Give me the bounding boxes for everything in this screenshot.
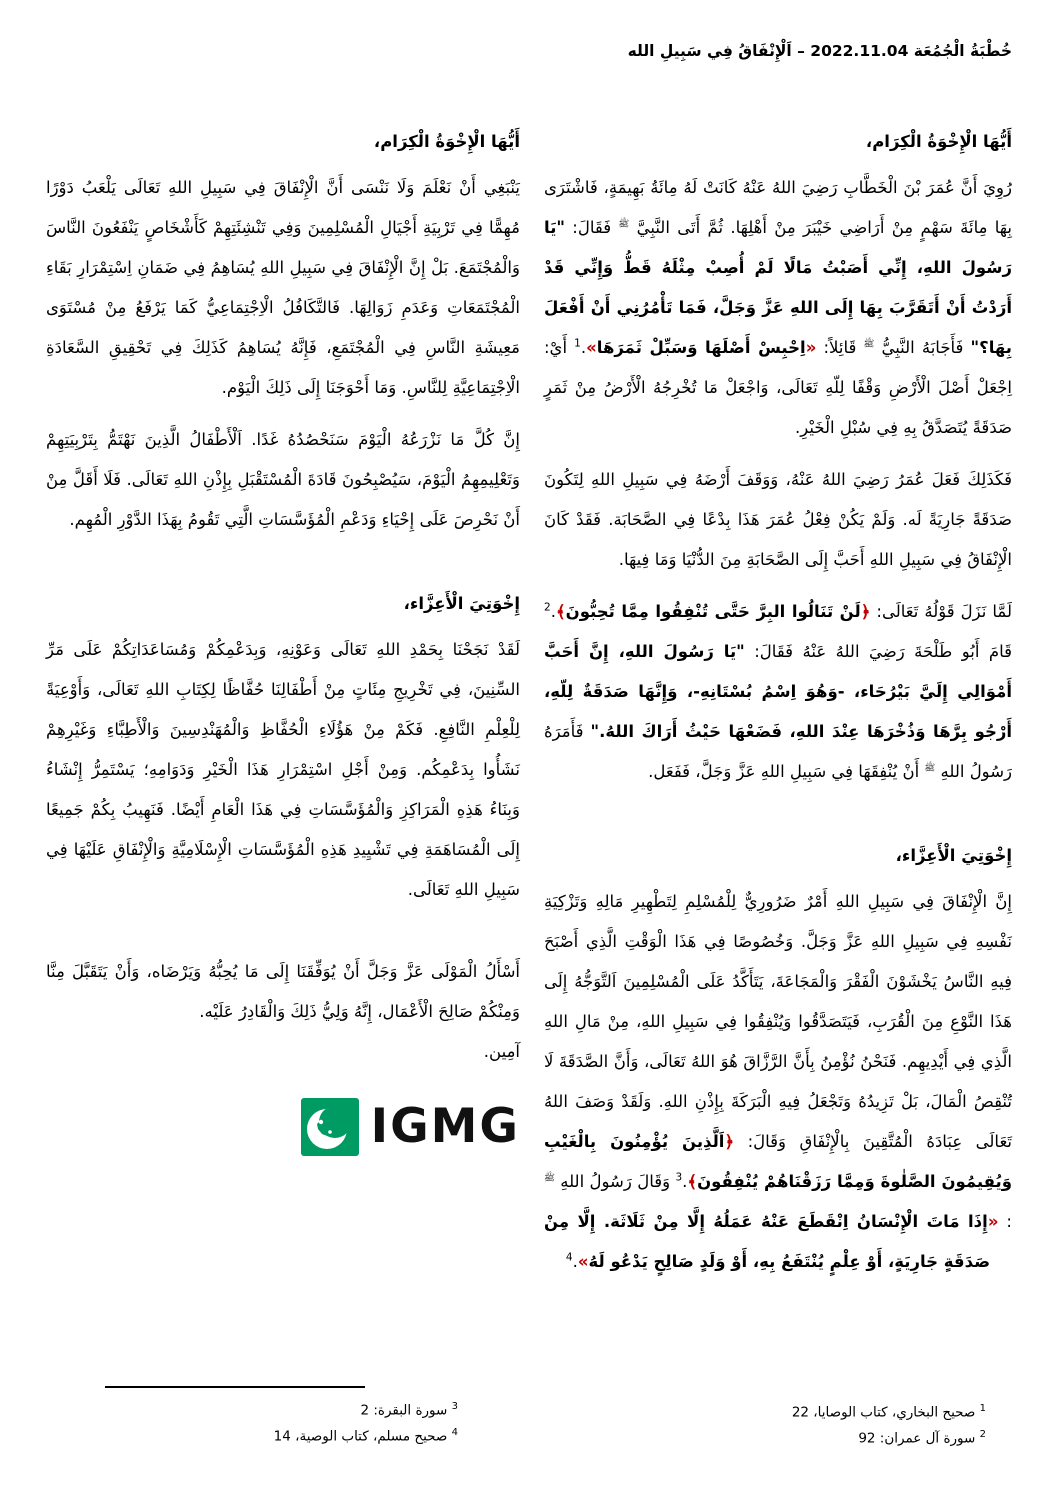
paragraph: [544, 168, 1012, 448]
text-segment: ﷺ: [924, 763, 936, 774]
paragraph: [46, 1032, 520, 1072]
section-heading: [544, 836, 1012, 876]
text-segment: ﴾: [555, 602, 566, 621]
footnote-number: 2: [979, 1428, 986, 1440]
text-segment: 3: [675, 1171, 683, 1184]
section-heading: [544, 122, 1012, 162]
text-segment: لَمَّا نَزَلَ قَوْلُهُ تَعَالَى:: [870, 602, 1012, 621]
text-segment: اِحْبِسْ أَصْلَهَا وَسَبِّلْ ثَمَرَهَا: [596, 338, 806, 357]
text-segment: لَقَدْ نَجَحْنَا بِحَمْدِ اللهِ تَعَالَى وَعَوْنِهِ، وَبِدَعْمِكُمْ وَمُسَاعَدَاتِكُمْ عَلَى مَرِّ السِّنِينَ، فِي تَخْرِيجِ مِئَاتٍ مِنْ أَطْفَالِنَا حُفَّاظًا لِكِتَابِ اللهِ تَعَالَى، وَأَوْعِيَةً لِلْعِلْمِ النَّافِعِ. فَكَمْ مِنْ هَؤُلَاءِ الْحُفَّاظِ وَالْمُهَنْدِسِينَ وَالْأَطِبَّاءِ وَغَيْرِهِمْ نَشَأُوا بِدَعْمِكُم. وَمِنْ أَجْلِ اسْتِمْرَارِ هَذَا الْخَيْرِ وَدَوَامِهِ؛ يَسْتَمِرُّ إِنْشَاءُ وَبِنَاءُ هَذِهِ الْمَرَاكِزِ وَالْمُؤَسَّسَاتِ فِي هَذَا الْعَامِ أَيْضًا. فَنَهِيبُ بِكُمْ جَمِيعًا إِلَى الْمُسَاهَمَةِ فِي تَشْيِيدِ هَذِهِ الْمُؤَسَّسَاتِ الْإِسْلَامِيَّةِ وَالْإِنْفَاقِ عَلَيْهَا فِي سَبِيلِ اللهِ تَعَالَى.: [46, 640, 520, 899]
section-heading: [46, 584, 520, 624]
text-segment: يَنْبَغِي أَنْ نَعْلَمَ وَلَا نَنْسَى أَنَّ الْإِنْفَاقَ فِي سَبِيلِ اللهِ تَعَالَى يَلْعَبُ دَوْرًا مُهِمًّا فِي تَرْبِيَةِ أَجْيَالِ الْمُسْلِمِينَ وَفِي تَنْشِئَتِهِمْ كَأَشْخَاصٍ يَنْفَعُونَ النَّاسَ وَالْمُجْتَمَعَ. بَلْ إِنَّ الْإِنْفَاقَ فِي سَبِيلِ اللهِ يُسَاهِمُ فِي ضَمَانِ اِسْتِمْرَارِ بَقَاءِ الْمُجْتَمَعَاتِ وَعَدَمِ زَوَالِهَا. فَالتَّكَافُلُ الْاِجْتِمَاعِيُّ كَمَا يَرْفَعُ مِنْ مُسْتَوَى مَعِيشَةِ النَّاسِ فِي الْمُجْتَمَعِ، فَإِنَّهُ يُسَاهِمُ كَذَلِكَ فِي تَحْقِيقِ السَّعَادَةِ الْاِجْتِمَاعِيَّةِ لِلنَّاسِ. وَمَا أَحْوَجَنَا إِلَى ذَلِكَ الْيَوْم.: [46, 178, 520, 397]
text-segment: رُوِيَ أَنَّ عُمَرَ بْنَ الْخَطَّابِ رَضِيَ اللهُ عَنْهُ كَانَتْ لَهُ مِائَةُ بَهِيمَةٍ، فَاشْتَرَى بِهَا مِائَةَ سَهْمٍ مِنْ أَرَاضِي خَيْبَرَ مِنْ أَهْلِهَا. ثُمَّ أَتَى النَّبِيَّ: [544, 178, 1012, 237]
igmg-logo: [301, 1098, 520, 1156]
page-header-title: خُطْبَةُ الْجُمُعَة 2022.11.04 – اَلْإِنْفَاقُ فِي سَبِيلِ الله: [627, 42, 1012, 60]
footnotes-right: [544, 1398, 1012, 1449]
text-segment: «: [805, 338, 817, 357]
text-segment: .: [580, 338, 587, 357]
paragraph: [544, 592, 1012, 792]
text-segment: »: [586, 338, 597, 357]
text-segment: .: [550, 602, 556, 621]
text-segment: 2: [544, 601, 551, 614]
text-segment: ﴿: [860, 602, 871, 621]
left-column-text: [46, 122, 520, 1072]
text-segment: إِنَّ كُلَّ مَا نَزْرَعُهُ الْيَوْمَ سَنَحْصُدُهُ غَدًا. اَلْأَطْفَالُ الَّذِينَ نَهْتَمُّ بِتَرْبِيَتِهِمْ وَتَعْلِيمِهِمُ الْيَوْمَ، سَيُصْبِحُونَ قَادَةَ الْمُسْتَقْبَلِ بِإِذْنِ اللهِ تَعَالَى. فَلَا أَقَلَّ مِنْ أَنْ نَحْرِصَ عَلَى إِحْيَاءِ وَدَعْمِ الْمُؤَسَّسَاتِ الَّتِي تَقُومُ بِهَذَا الدَّوْرِ الْمُهِم.: [46, 430, 520, 529]
text-segment: .: [682, 1172, 688, 1191]
text-segment: :: [998, 1212, 1012, 1231]
text-segment: ﷺ: [544, 1173, 555, 1184]
text-segment: إِخْوَتِيَ الْأَعِزَّاء،: [895, 846, 1012, 865]
text-segment: إِذَا مَاتَ الْإِنْسَانُ اِنْقَطَعَ عَنْهُ عَمَلُهُ إِلَّا مِنْ ثَلَاثَة. إِلَّا مِنْ صَدَقَةٍ جَارِيَةٍ، أَوْ عِلْمٍ يُنْتَفَعُ بِهِ، أَوْ وَلَدٍ صَالِحٍ يَدْعُو لَهُ: [544, 1212, 991, 1271]
footnote: $^1$ صحيح البخاري، كتاب الوصايا، 22: [791, 1403, 986, 1421]
footnote: $^4$ صحيح مسلم، كتاب الوصية، 14: [273, 1426, 458, 1444]
text-segment: أَيْ: اِجْعَلْ أَصْلَ الْأَرْضِ وَقْفًا لِلّهِ تَعَالَى، وَاجْعَلْ مَا تُخْرِجُهُ الْأَرْضُ مِنْ ثَمَرٍ صَدَقَةً يُتَصَدَّقُ بِهِ فِي سُبْلِ الْخَيْرِ.: [544, 338, 1012, 437]
section-heading: [46, 122, 520, 162]
text-segment: فَأَجَابَهُ النَّبِيُّ: [874, 338, 971, 357]
left-column: [46, 122, 520, 1156]
footnote-number: 1: [979, 1403, 986, 1414]
paragraph: [544, 882, 1012, 1282]
text-segment: ﷺ: [863, 339, 875, 350]
text-segment: ﷺ: [618, 219, 630, 230]
text-segment: ﴿: [724, 1132, 735, 1151]
footnote-number: 3: [451, 1401, 458, 1412]
text-segment: اَلَّذِينَ يُؤْمِنُونَ بِالْغَيْبِ وَيُقِيمُونَ الصَّلٰوةَ وَمِمَّا رَزَقْنَاهُمْ يُنْفِقُونَ: [544, 1132, 1012, 1191]
footnotes-left-list: [66, 1396, 458, 1447]
text-segment: لَنْ تَنَالُوا البِرَّ حَتَّى تُنْفِقُوا مِمَّا تُحِبُّونَ: [565, 602, 861, 621]
text-segment: أَيُّهَا الْإِخْوَةُ الْكِرَام،: [865, 132, 1012, 151]
text-segment: ﴾: [687, 1172, 698, 1191]
text-segment: فَكَذَلِكَ فَعَلَ عُمَرُ رَضِيَ اللهُ عَنْهُ، وَوَقَفَ أَرْضَهُ فِي سَبِيلِ اللهِ لِتَكُونَ صَدَقَةً جَارِيَةً لَه. وَلَمْ يَكُنْ فِعْلُ عُمَرَ هَذَا بِدْعًا فِي الصَّحَابَة. فَقَدْ كَانَ الْإِنْفَاقُ فِي سَبِيلِ اللهِ أَحَبَّ إِلَى الصَّحَابَةِ مِنَ الدُّنْيَا وَمَا فِيهَا.: [544, 470, 1012, 569]
text-segment: »: [577, 1252, 589, 1271]
text-segment: قَامَ أَبُو طَلْحَةَ رَضِيَ اللهُ عَنْهُ فَقَالَ:: [744, 642, 1012, 661]
footnote: $^2$ سورة آل عمران: 92: [858, 1428, 986, 1446]
paragraph: [46, 168, 520, 408]
text-segment: 1: [574, 337, 581, 350]
footnotes-left: [46, 1386, 520, 1447]
text-segment: فَقَالَ:: [565, 218, 619, 237]
paragraph: [46, 630, 520, 910]
paragraph: [544, 460, 1012, 580]
text-segment: إِخْوَتِيَ الْأَعِزَّاء،: [403, 594, 520, 613]
text-segment: أَنْ يُنْفِقَهَا فِي سَبِيلِ اللهِ عَزَّ وَجَلَّ، فَفَعَل.: [648, 762, 925, 781]
text-segment: آمِين.: [483, 1042, 520, 1061]
text-segment: «: [987, 1212, 999, 1231]
text-segment: أَسْأَلُ الْمَوْلَى عَزَّ وَجَلَّ أَنْ يُوَفِّقَنَا إِلَى مَا يُحِبُّهُ وَيَرْضَاه، وَأَنْ يَتَقَبَّلَ مِنَّا وَمِنْكُمْ صَالِحَ الْأَعْمَال، إِنَّهُ وَلِيُّ ذَلِكَ وَالْقَادِرُ عَلَيْه.: [46, 962, 520, 1021]
text-segment: "يَا رَسُولَ اللهِ، إِنِّي أَصَبْتُ مَالًا لَمْ أُصِبْ مِثْلَهُ قَطُّ وَإِنِّي قَدْ أَرَدْتُ أَنْ أَتَقَرَّبَ بِهَا إِلَى اللهِ عَزَّ وَجَلَّ، فَمَا تَأْمُرُنِي أَنْ أَفْعَلَ بِهَا؟": [544, 218, 1012, 357]
text-segment: "يَا رَسُولَ اللهِ، إِنَّ أَحَبَّ أَمْوَالِي إِلَيَّ بَيْرُحَاء، -وَهُوَ اِسْمُ بُسْتَانِهِ-، وَإِنَّهَا صَدَقَةٌ لِلّهِ، أَرْجُو بِرَّهَا وَذُخْرَهَا عِنْدَ اللهِ، فَضَعْهَا حَيْثُ أَرَاكَ اللهُ.": [544, 642, 1013, 741]
text-segment: أَيُّهَا الْإِخْوَةُ الْكِرَام،: [373, 132, 520, 151]
paragraph: [46, 952, 520, 1032]
text-segment: قَائِلاً:: [816, 338, 864, 357]
paragraph: [46, 420, 520, 540]
right-column: [544, 122, 1012, 1294]
igmg-logo-text: IGMG: [370, 1099, 520, 1154]
footnote-number: 4: [451, 1426, 458, 1438]
text-segment: إِنَّ الْإِنْفَاقَ فِي سَبِيلِ اللهِ أَمْرٌ ضَرُورِيٌّ لِلْمُسْلِمِ لِتَطْهِيرِ مَالِهِ وَتَزْكِيَةِ نَفْسِهِ فِي سَبِيلِ اللهِ عَزَّ وَجَلَّ. وَخُصُوصًا فِي هَذَا الْوَقْتِ الَّذِي أَصْبَحَ فِيهِ النَّاسُ يَخْشَوْنَ الْفَقْرَ وَالْمَجَاعَةَ، يَتَأَكَّدُ عَلَى الْمُسْلِمِينَ اَلتَّوَجُّهُ إِلَى هَذَا النَّوْعِ مِنَ الْقُرَبِ، فَيَتَصَدَّقُوا وَيُنْفِقُوا فِي سَبِيلِ اللهِ، مِنْ مَالِ اللهِ الَّذِي فِي أَيْدِيهِم. فَنَحْنُ نُؤْمِنُ بِأَنَّ الرَّزَّاقَ هُوَ اللهُ تَعَالَى، وَأَنَّ الصَّدَقَةَ لَا تُنْقِصُ الْمَالَ، بَلْ تَزِيدُهُ وَتَجْعَلُ فِيهِ الْبَرَكَةَ بِإِذْنِ اللهِ. وَلَقَدْ وَصَفَ اللهُ تَعَالَى عِبَادَهُ الْمُتَّقِينَ بِالْإِنْفَاقِ وَقَالَ:: [544, 892, 1013, 1151]
text-segment: فَأَمَرَهُ رَسُولُ اللهِ: [544, 722, 1012, 781]
footnote-separator: [105, 1386, 365, 1388]
footnote: $^3$ سورة البقرة: 2: [360, 1401, 458, 1419]
text-segment: 4: [565, 1251, 573, 1264]
crescent-europe-icon: [301, 1098, 359, 1156]
text-segment: وَقَالَ رَسُولُ اللهِ: [554, 1172, 676, 1191]
text-segment: .: [572, 1252, 578, 1271]
